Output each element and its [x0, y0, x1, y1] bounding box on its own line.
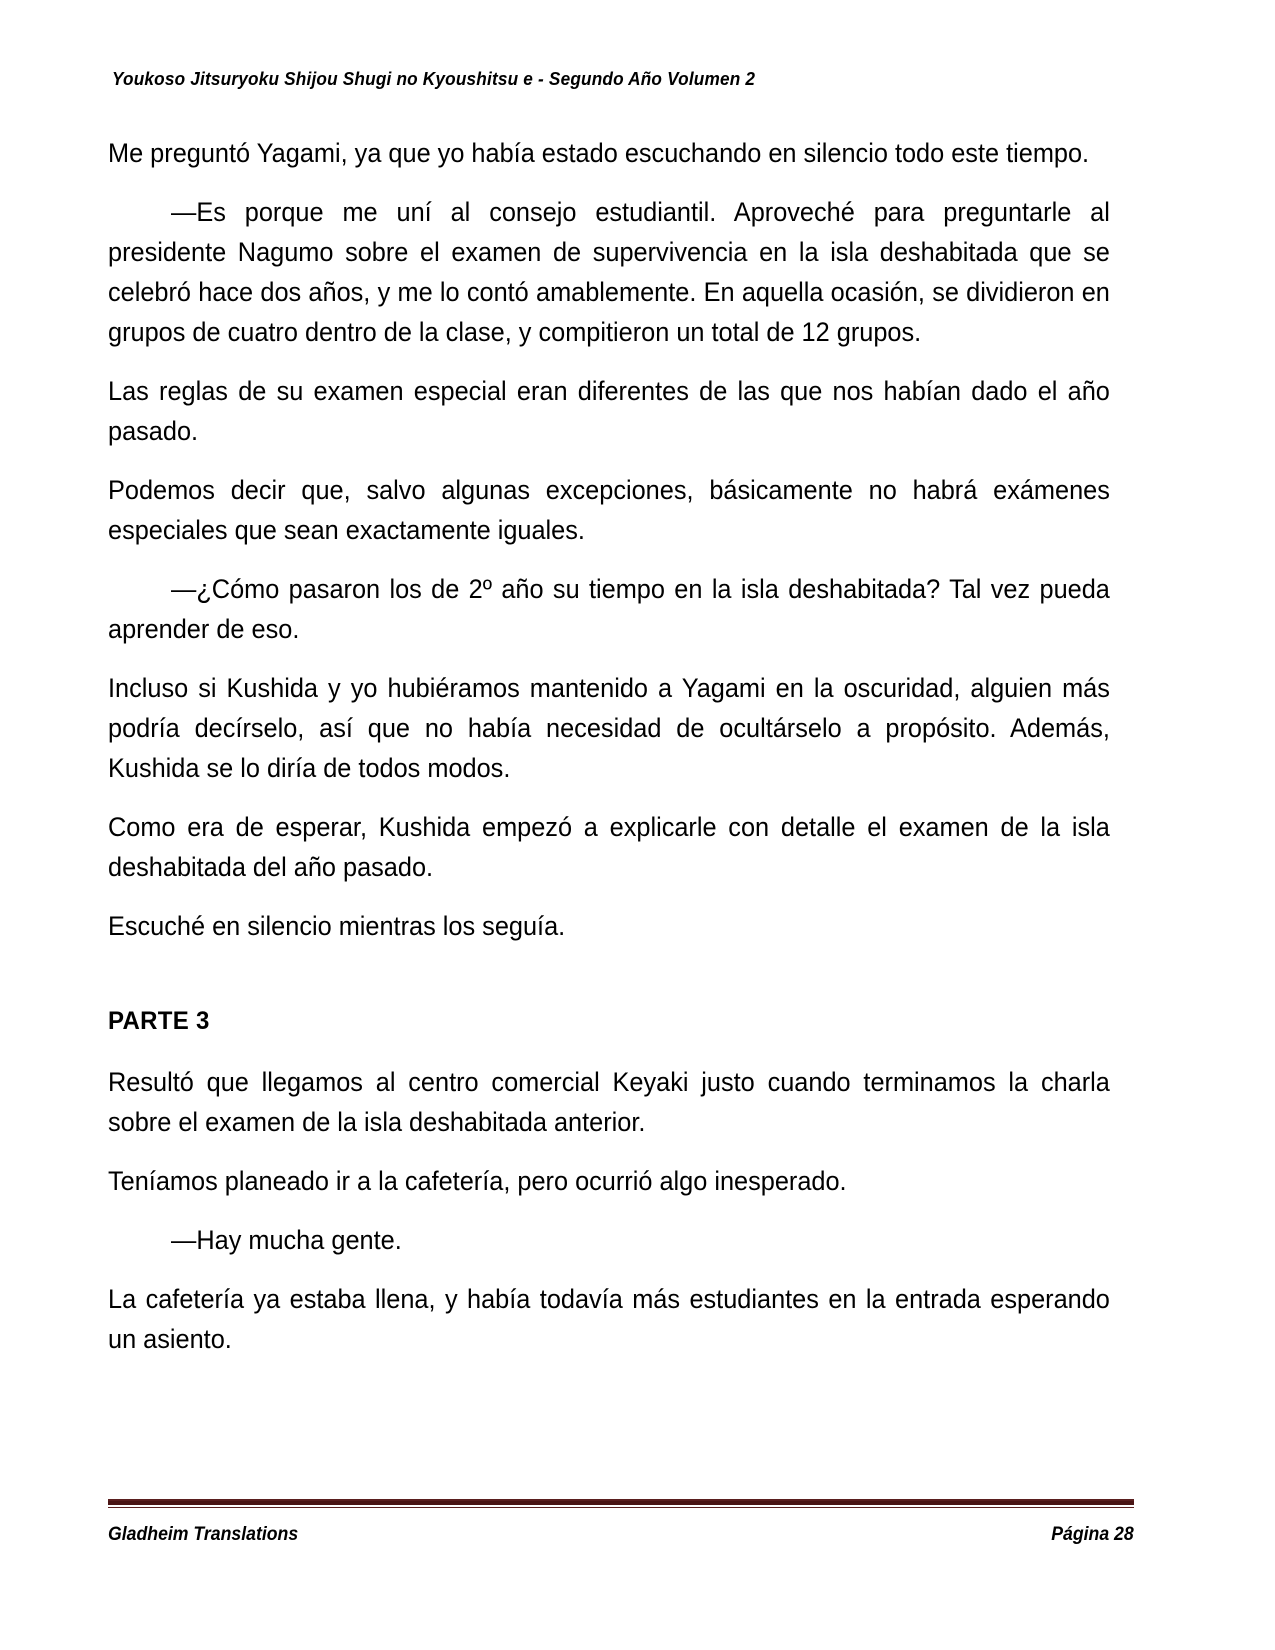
paragraph: Resultó que llegamos al centro comercial Keyaki justo cuando terminamos la charla sobre el examen de la isla deshabitada anterior.	[108, 1067, 1110, 1137]
footer-page-number: Página 28	[1051, 1524, 1134, 1545]
paragraph: Incluso si Kushida y yo hubiéramos mantenido a Yagami en la oscuridad, alguien más podría decírselo, así que no había necesidad de ocultárselo a propósito. Además, Kushida se lo diría de todos modos.	[108, 673, 1110, 783]
paragraph: Me preguntó Yagami, ya que yo había estado escuchando en silencio todo este tiempo.	[108, 138, 1090, 168]
paragraph: Podemos decir que, salvo algunas excepciones, básicamente no habrá exámenes especiales que sean exactamente iguales.	[108, 475, 1110, 545]
paragraph: La cafetería ya estaba llena, y había todavía más estudiantes en la entrada esperando un asiento.	[108, 1284, 1110, 1354]
section-heading: PARTE 3	[108, 1007, 210, 1035]
footer-divider-bottom	[108, 1507, 1134, 1508]
page-header	[112, 68, 1122, 90]
paragraph-dialogue: —¿Cómo pasaron los de 2º año su tiempo en la isla deshabitada? Tal vez pueda aprender de eso.	[108, 574, 1110, 644]
paragraph-dialogue: —Hay mucha gente.	[171, 1225, 402, 1255]
footer-translator-credit: Gladheim Translations	[108, 1524, 299, 1545]
document-body	[108, 133, 1110, 1378]
footer-row	[108, 1524, 1134, 1546]
paragraph: Como era de esperar, Kushida empezó a explicarle con detalle el examen de la isla deshabitada del año pasado.	[108, 812, 1110, 882]
paragraph: Escuché en silencio mientras los seguía.	[108, 911, 566, 941]
paragraph-dialogue: —Es porque me uní al consejo estudiantil. Aproveché para preguntarle al presidente Nagumo sobre el examen de supervivencia en la isla deshabitada que se celebró hace dos años, y me lo contó amablemente. En aquella ocasión, se dividieron en grupos de cuatro dentro de la clase, y compitieron un total de 12 grupos.	[108, 197, 1110, 347]
paragraph: Teníamos planeado ir a la cafetería, pero ocurrió algo inesperado.	[108, 1166, 847, 1196]
page-footer	[108, 1499, 1134, 1546]
paragraph: Las reglas de su examen especial eran diferentes de las que nos habían dado el año pasado.	[108, 376, 1110, 446]
header-title: Youkoso Jitsuryoku Shijou Shugi no Kyoushitsu e - Segundo Año Volumen 2	[112, 68, 756, 89]
